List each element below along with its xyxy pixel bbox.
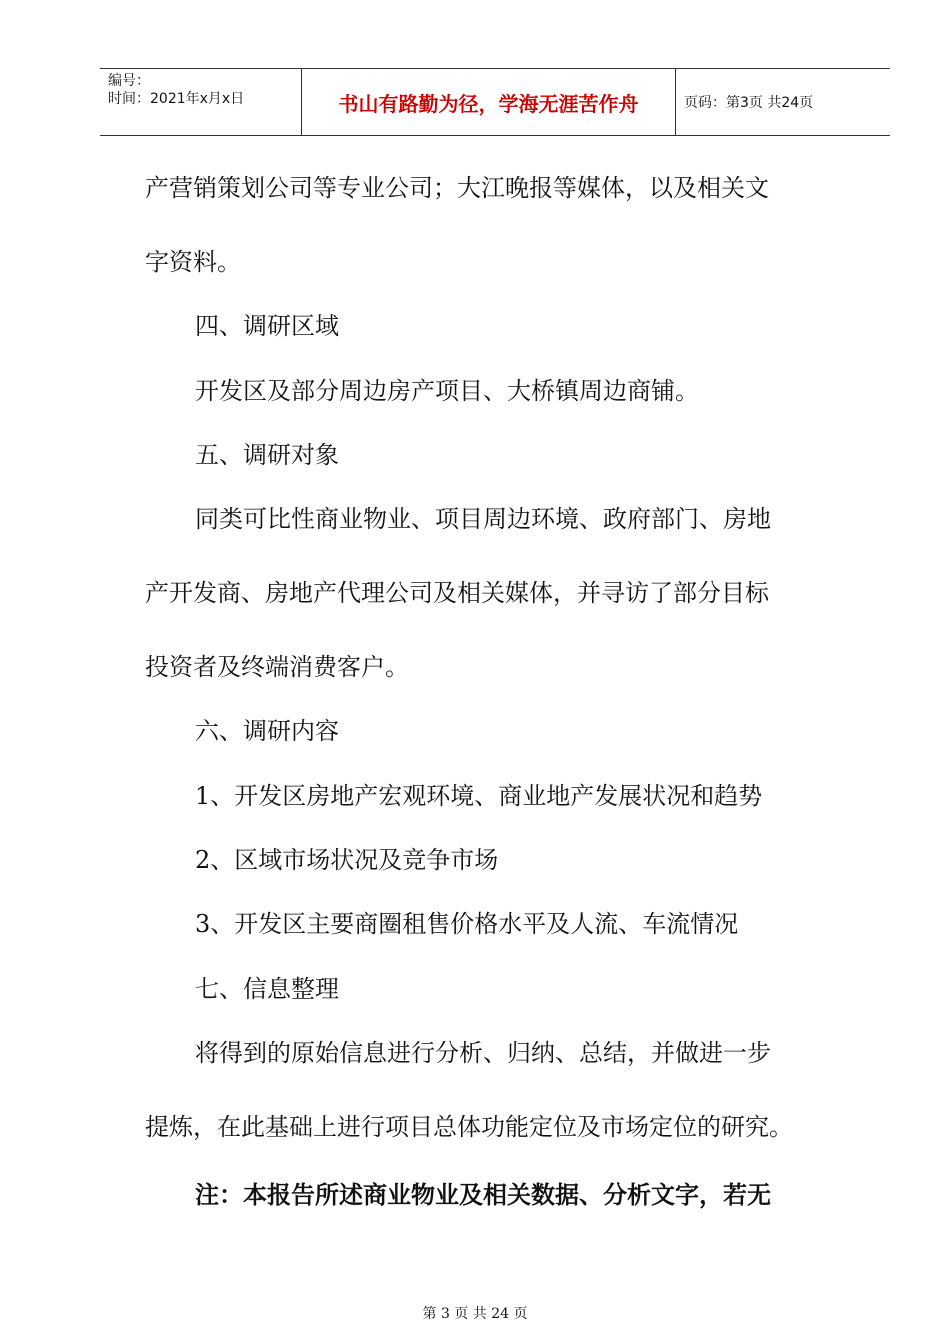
page-header xyxy=(100,68,890,136)
note-line: 注：本报告所述商业物业及相关数据、分析文字，若无 xyxy=(195,1180,771,1209)
header-motto: 书山有路勤为径，学海无涯苦作舟 xyxy=(302,69,676,135)
header-meta xyxy=(100,69,302,135)
section-heading: 四、调研区域 xyxy=(195,312,339,340)
list-item: 1、开发区房地产宏观环境、商业地产发展状况和趋势 xyxy=(195,782,763,810)
body-line: 产开发商、房地产代理公司及相关媒体，并寻访了部分目标 xyxy=(145,579,769,607)
section-heading: 七、信息整理 xyxy=(195,975,339,1003)
body-line: 开发区及部分周边房产项目、大桥镇周边商铺。 xyxy=(195,377,699,405)
body-line: 产营销策划公司等专业公司；大江晚报等媒体，以及相关文 xyxy=(145,174,769,202)
section-heading: 六、调研内容 xyxy=(195,717,339,745)
body-line: 字资料。 xyxy=(145,248,241,276)
body-line: 投资者及终端消费客户。 xyxy=(145,653,409,681)
header-page-info: 页码：第3页 共24页 xyxy=(684,95,814,111)
number-label: 编号： xyxy=(108,73,150,89)
section-heading: 五、调研对象 xyxy=(195,441,339,469)
page-footer: 第 3 页 共 24 页 xyxy=(422,1306,528,1322)
time-label: 时间：2021年x月x日 xyxy=(108,91,245,107)
body-line: 同类可比性商业物业、项目周边环境、政府部门、房地 xyxy=(195,505,771,533)
list-item: 2、区域市场状况及竞争市场 xyxy=(195,846,499,874)
body-line: 将得到的原始信息进行分析、归纳、总结，并做进一步 xyxy=(195,1039,771,1067)
body-line: 提炼，在此基础上进行项目总体功能定位及市场定位的研究。 xyxy=(145,1113,793,1141)
list-item: 3、开发区主要商圈租售价格水平及人流、车流情况 xyxy=(195,910,739,938)
